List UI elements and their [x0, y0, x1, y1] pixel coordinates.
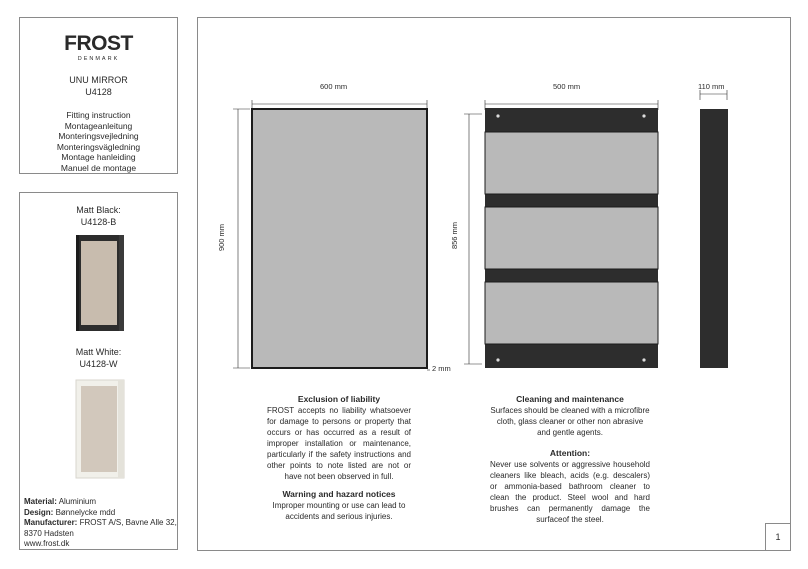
title-panel — [19, 17, 178, 174]
main-panel — [197, 17, 791, 551]
warning-title: Warning and hazard notices — [282, 489, 396, 499]
manufacturer-label: Manufacturer: — [24, 518, 78, 527]
warning-body: Improper mounting or use can lead to accidents and serious injuries. — [272, 501, 406, 521]
language-item: Manuel de montage — [60, 162, 137, 173]
attention-body: Never use solvents or aggressive household cleaners like bleach, acids (e.g. descalers) or ammonia-based bathroom cleaner to clean the product. Steel wool and hard brushes can permanently damage the surfaceof the steel. — [490, 460, 650, 524]
dim-back-height: 856 mm — [450, 221, 460, 250]
back-panel-shape — [485, 207, 658, 269]
dim-front-height: 900 mm — [217, 223, 227, 252]
language-item: Fitting instruction — [66, 110, 131, 120]
language-list — [20, 110, 177, 173]
language-item: Monteringsvägledning — [56, 141, 141, 152]
language-item: Monteringsvejledning — [58, 131, 139, 141]
cleaning-body: Surfaces should be cleaned with a microfibre cloth, glass cleaner or other non abrasive and gentle agents. — [490, 406, 650, 437]
product-header — [20, 74, 177, 98]
website-link[interactable]: www.frost.dk — [24, 539, 70, 548]
black-mirror-image — [74, 233, 126, 333]
page-number: 1 — [765, 523, 790, 550]
cleaning-title: Cleaning and maintenance — [516, 394, 624, 404]
white-mirror-image — [74, 378, 126, 480]
language-item: Montage hanleiding — [61, 152, 136, 162]
variant-code: U4128-B — [80, 217, 117, 227]
address-line: 8370 Hadsten — [24, 528, 74, 538]
material-value: Aluminium — [58, 497, 97, 506]
variant-code: U4128-W — [79, 359, 118, 369]
product-name: UNU MIRROR — [69, 75, 128, 85]
manufacturer-value: FROST A/S, Bavne Alle 32, — [79, 518, 177, 527]
design-value: Bønnelycke mdd — [55, 507, 116, 517]
side-view-lines — [700, 90, 727, 100]
variant-white-label — [20, 346, 177, 370]
language-item: Montageanleitung — [64, 120, 133, 131]
material-label: Material: — [24, 497, 57, 506]
product-code: U4128 — [85, 87, 112, 97]
variant-label: Matt White: — [75, 347, 122, 357]
manufacturer-line — [24, 518, 177, 529]
liability-section — [267, 394, 411, 522]
back-panel-shape — [485, 282, 658, 344]
variant-label: Matt Black: — [76, 205, 121, 215]
dim-depth: 110 mm — [698, 82, 725, 91]
dim-front-width: 600 mm — [320, 82, 348, 91]
dim-thickness: 2 mm — [432, 364, 451, 373]
liability-body: FROST accepts no liability whatsoever for damage to persons or property that occurs or has occurred as a result of improper installation or maintenance, particularly if the safety instructions and other points to note listed are not or have not been observed in full. — [267, 406, 411, 481]
design-label: Design: — [24, 507, 54, 517]
dim-back-width: 500 mm — [553, 82, 581, 91]
cleaning-section — [490, 394, 650, 525]
material-line — [24, 497, 177, 508]
attention-title: Attention: — [549, 448, 591, 458]
side-profile-shape — [700, 109, 728, 368]
brand-logo: FROST — [64, 32, 133, 55]
variant-black-label — [20, 204, 177, 228]
design-line — [24, 508, 177, 519]
products-panel — [19, 192, 178, 550]
back-panel-shape — [485, 132, 658, 194]
front-mirror-shape — [252, 109, 427, 368]
liability-title: Exclusion of liability — [297, 394, 381, 404]
material-info — [24, 497, 177, 550]
brand-subtitle: DENMARK — [77, 56, 120, 62]
